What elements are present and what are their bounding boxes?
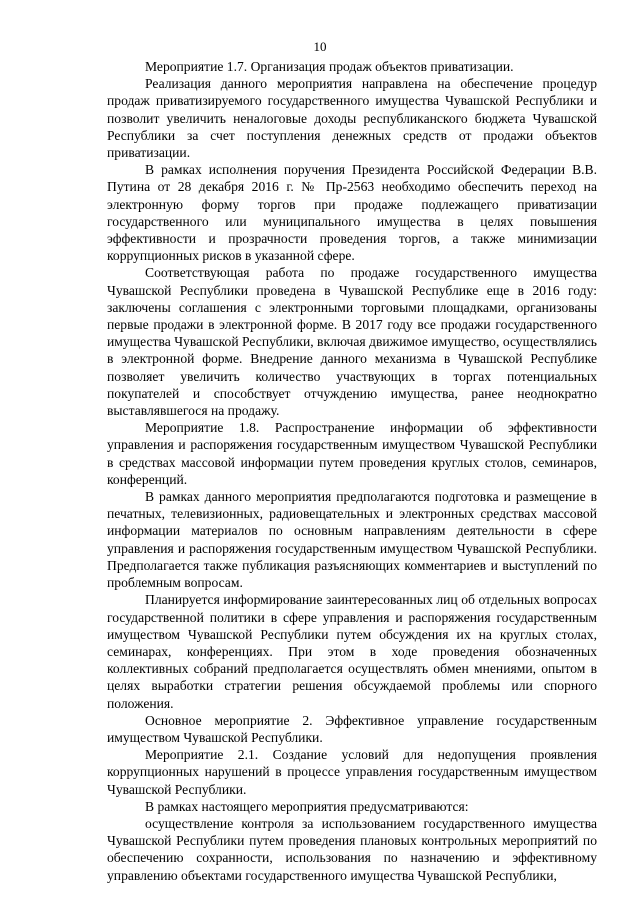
- paragraph-control-item: осуществление контроля за использованием государственного имущества Чувашской Республики путем проведения плановых контрольных мероприятий по обеспечению сохранности, использования по назначению и эффективному управлению объектами государственного имущества Чувашской Республики,: [107, 815, 597, 883]
- paragraph-measure-1-7-title: Мероприятие 1.7. Организация продаж объектов приватизации.: [145, 59, 514, 74]
- paragraph-measure-1-8-title: Мероприятие 1.8. Распространение информации об эффективности управления и распоряжения государственным имуществом Чувашской Республики в средствах массовой информации путем проведения круглых столов, семинаров, конференций.: [107, 420, 597, 487]
- paragraph-informing: Планируется информирование заинтересованных лиц об отдельных вопросах государственной политики в сфере управления и распоряжения государственным имуществом Чувашской Республики путем обсуждения их на круглых столах, семинарах, конференциях. При этом в ходе проведения обозначенных коллективных собраний предполагается осуществлять обмен мнениями, опытом в целях выработки стратегии решения обсуждаемой проблемы или спорного положения.: [107, 592, 597, 711]
- paragraph-electronic-sales: Соответствующая работа по продаже государственного имущества Чувашской Республики проведена в Чувашской Республике еще в 2016 году: заключены соглашения с электронными торговыми площадками, организованы первые продажи в электронной форме. В 2017 году все продажи государственного имущества Чувашской Республики, включая движимое имущество, осуществлялись в электронной форме. Внедрение данного механизма в Чувашской Республике позволяет увеличить количество участвующих в торгах потенциальных покупателей и способствует отчуждению имущества, ранее неоднократно выставлявшегося на продажу.: [107, 265, 597, 419]
- paragraph-media-publication: В рамках данного мероприятия предполагаются подготовка и размещение в печатных, телевизионных, радиовещательных и электронных средствах массовой информации материалов по основным направлениям деятельности в сфере управления и распоряжения государственным имуществом Чувашской Республики. Предполагается также публикация разъясняющих комментариев и выступлений по проблемным вопросам.: [107, 489, 597, 591]
- paragraph-president-order: В рамках исполнения поручения Президента Российской Федерации В.В. Путина от 28 декабря 2016 г. № Пр-2563 необходимо обеспечить переход на электронную форму торгов при продаже подлежащего приватизации государственного или муниципального имущества в целях повышения эффективности и прозрачности проведения торгов, а также минимизации коррупционных рисков в указанной сфере.: [107, 162, 597, 264]
- paragraph-main-measure-2-title: Основное мероприятие 2. Эффективное управление государственным имуществом Чувашской Республики.: [107, 712, 597, 745]
- paragraph-measure-2-1-title: Мероприятие 2.1. Создание условий для недопущения проявления коррупционных нарушений в процессе управления государственным имуществом Чувашской Республики.: [107, 747, 597, 797]
- paragraph-measure-1-7-description: Реализация данного мероприятия направлена на обеспечение процедур продаж приватизируемого государственного имущества Чувашской Республики и позволит увеличить неналоговые доходы республиканского бюджета Чувашской Республики за счет поступления денежных средств от продажи объектов приватизации.: [107, 76, 597, 161]
- document-body: [107, 58, 597, 884]
- page-number: 10: [313, 39, 327, 54]
- paragraph-measure-2-1-intro: В рамках настоящего мероприятия предусматриваются:: [145, 798, 469, 814]
